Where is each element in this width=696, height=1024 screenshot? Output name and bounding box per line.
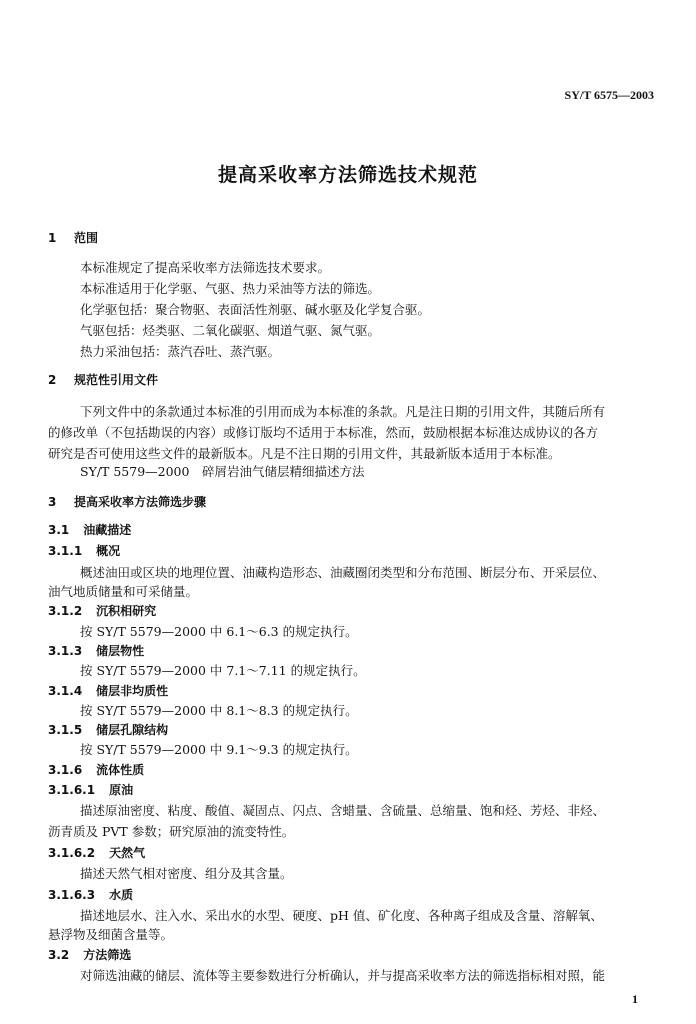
paragraph-line: 沥青质及 PVT 参数；研究原油的流变特性。 <box>48 824 295 839</box>
section-number: 1 <box>48 231 57 245</box>
section-number: 2 <box>48 373 57 387</box>
section-number: 3.1.3 <box>48 644 83 658</box>
section-title: 概况 <box>96 544 121 558</box>
subsection-3-1-4-heading <box>48 683 656 699</box>
paragraph-line: 研究是否可使用这些文件的最新版本。凡是不注日期的引用文件，其最新版本适用于本标准。 <box>48 446 561 461</box>
section-title: 原油 <box>109 783 134 797</box>
section-title: 油藏描述 <box>83 523 132 537</box>
section-title: 方法筛选 <box>83 948 132 962</box>
section-title: 储层非均质性 <box>96 684 169 698</box>
paragraph-line: 的修改单（不包括勘误的内容）或修订版均不适用于本标准，然而，鼓励根据本标准达成协议的各方 <box>48 425 599 440</box>
reference-line: SY/T 5579—2000 碎屑岩油气储层精细描述方法 <box>80 464 365 479</box>
section-title: 储层孔隙结构 <box>96 723 169 737</box>
paragraph-line: 化学驱包括：聚合物驱、表面活性剂驱、碱水驱及化学复合驱。 <box>80 302 431 317</box>
paragraph-line: 按 SY/T 5579—2000 中 7.1～7.11 的规定执行。 <box>80 663 366 678</box>
section-title: 规范性引用文件 <box>74 373 159 387</box>
section-1-heading <box>48 230 656 246</box>
section-number: 3.1.2 <box>48 604 83 618</box>
document-title: 提高采收率方法筛选技术规范 <box>217 164 478 186</box>
subsection-3-1-6-2-heading <box>48 845 656 861</box>
section-title: 天然气 <box>109 846 146 860</box>
section-number: 3 <box>48 495 57 509</box>
subsection-3-1-1-heading <box>48 543 656 559</box>
paragraph-line: 按 SY/T 5579—2000 中 6.1～6.3 的规定执行。 <box>80 624 358 639</box>
section-3-heading <box>48 494 656 510</box>
subsection-3-1-6-heading <box>48 762 656 778</box>
paragraph-line: 热力采油包括：蒸汽吞吐、蒸汽驱。 <box>80 344 281 359</box>
subsection-3-2-heading <box>48 947 656 963</box>
paragraph-line: 本标准规定了提高采收率方法筛选技术要求。 <box>80 260 331 275</box>
paragraph-line: 悬浮物及细菌含量等。 <box>48 927 174 942</box>
standard-code: SY/T 6575—2003 <box>564 88 654 102</box>
subsection-3-1-2-heading <box>48 603 656 619</box>
section-number: 3.2 <box>48 948 70 962</box>
subsection-3-1-3-heading <box>48 643 656 659</box>
paragraph-line: 油气地质储量和可采储量。 <box>48 584 199 599</box>
paragraph-line: 下列文件中的条款通过本标准的引用而成为本标准的条款。凡是注日期的引用文件，其随后所有 <box>80 404 606 419</box>
section-number: 3.1 <box>48 523 70 537</box>
section-number: 3.1.6.1 <box>48 783 96 797</box>
paragraph-line: 气驱包括：烃类驱、二氧化碳驱、烟道气驱、氮气驱。 <box>80 323 381 338</box>
section-number: 3.1.5 <box>48 723 83 737</box>
paragraph-line: 按 SY/T 5579—2000 中 9.1～9.3 的规定执行。 <box>80 742 358 757</box>
subsection-3-1-5-heading <box>48 722 656 738</box>
section-title: 储层物性 <box>96 644 145 658</box>
paragraph-line: 本标准适用于化学驱、气驱、热力采油等方法的筛选。 <box>80 281 381 296</box>
section-2-heading <box>48 372 656 388</box>
page-number: 1 <box>632 992 638 1006</box>
section-title: 沉积相研究 <box>96 604 157 618</box>
subsection-3-1-heading <box>48 522 656 538</box>
section-number: 3.1.6.2 <box>48 846 96 860</box>
section-title: 水质 <box>109 888 134 902</box>
section-number: 3.1.6.3 <box>48 888 96 902</box>
paragraph-line: 描述地层水、注入水、采出水的水型、硬度、pH 值、矿化度、各种离子组成及含量、溶解氧、 <box>80 908 603 923</box>
paragraph-line: 描述天然气相对密度、组分及其含量。 <box>80 866 293 881</box>
paragraph-line: 对筛选油藏的储层、流体等主要参数进行分析确认，并与提高采收率方法的筛选指标相对照，能 <box>80 968 606 983</box>
section-title: 流体性质 <box>96 763 145 777</box>
paragraph-line: 概述油田或区块的地理位置、油藏构造形态、油藏圈闭类型和分布范围、断层分布、开采层位、 <box>80 565 606 580</box>
subsection-3-1-6-1-heading <box>48 782 656 798</box>
section-title: 提高采收率方法筛选步骤 <box>74 495 207 509</box>
section-number: 3.1.1 <box>48 544 83 558</box>
section-number: 3.1.6 <box>48 763 83 777</box>
section-number: 3.1.4 <box>48 684 83 698</box>
paragraph-line: 描述原油密度、粘度、酸值、凝固点、闪点、含蜡量、含硫量、总缩量、饱和烃、芳烃、非烃、 <box>80 803 606 818</box>
subsection-3-1-6-3-heading <box>48 887 656 903</box>
paragraph-line: 按 SY/T 5579—2000 中 8.1～8.3 的规定执行。 <box>80 703 358 718</box>
section-title: 范围 <box>74 231 99 245</box>
